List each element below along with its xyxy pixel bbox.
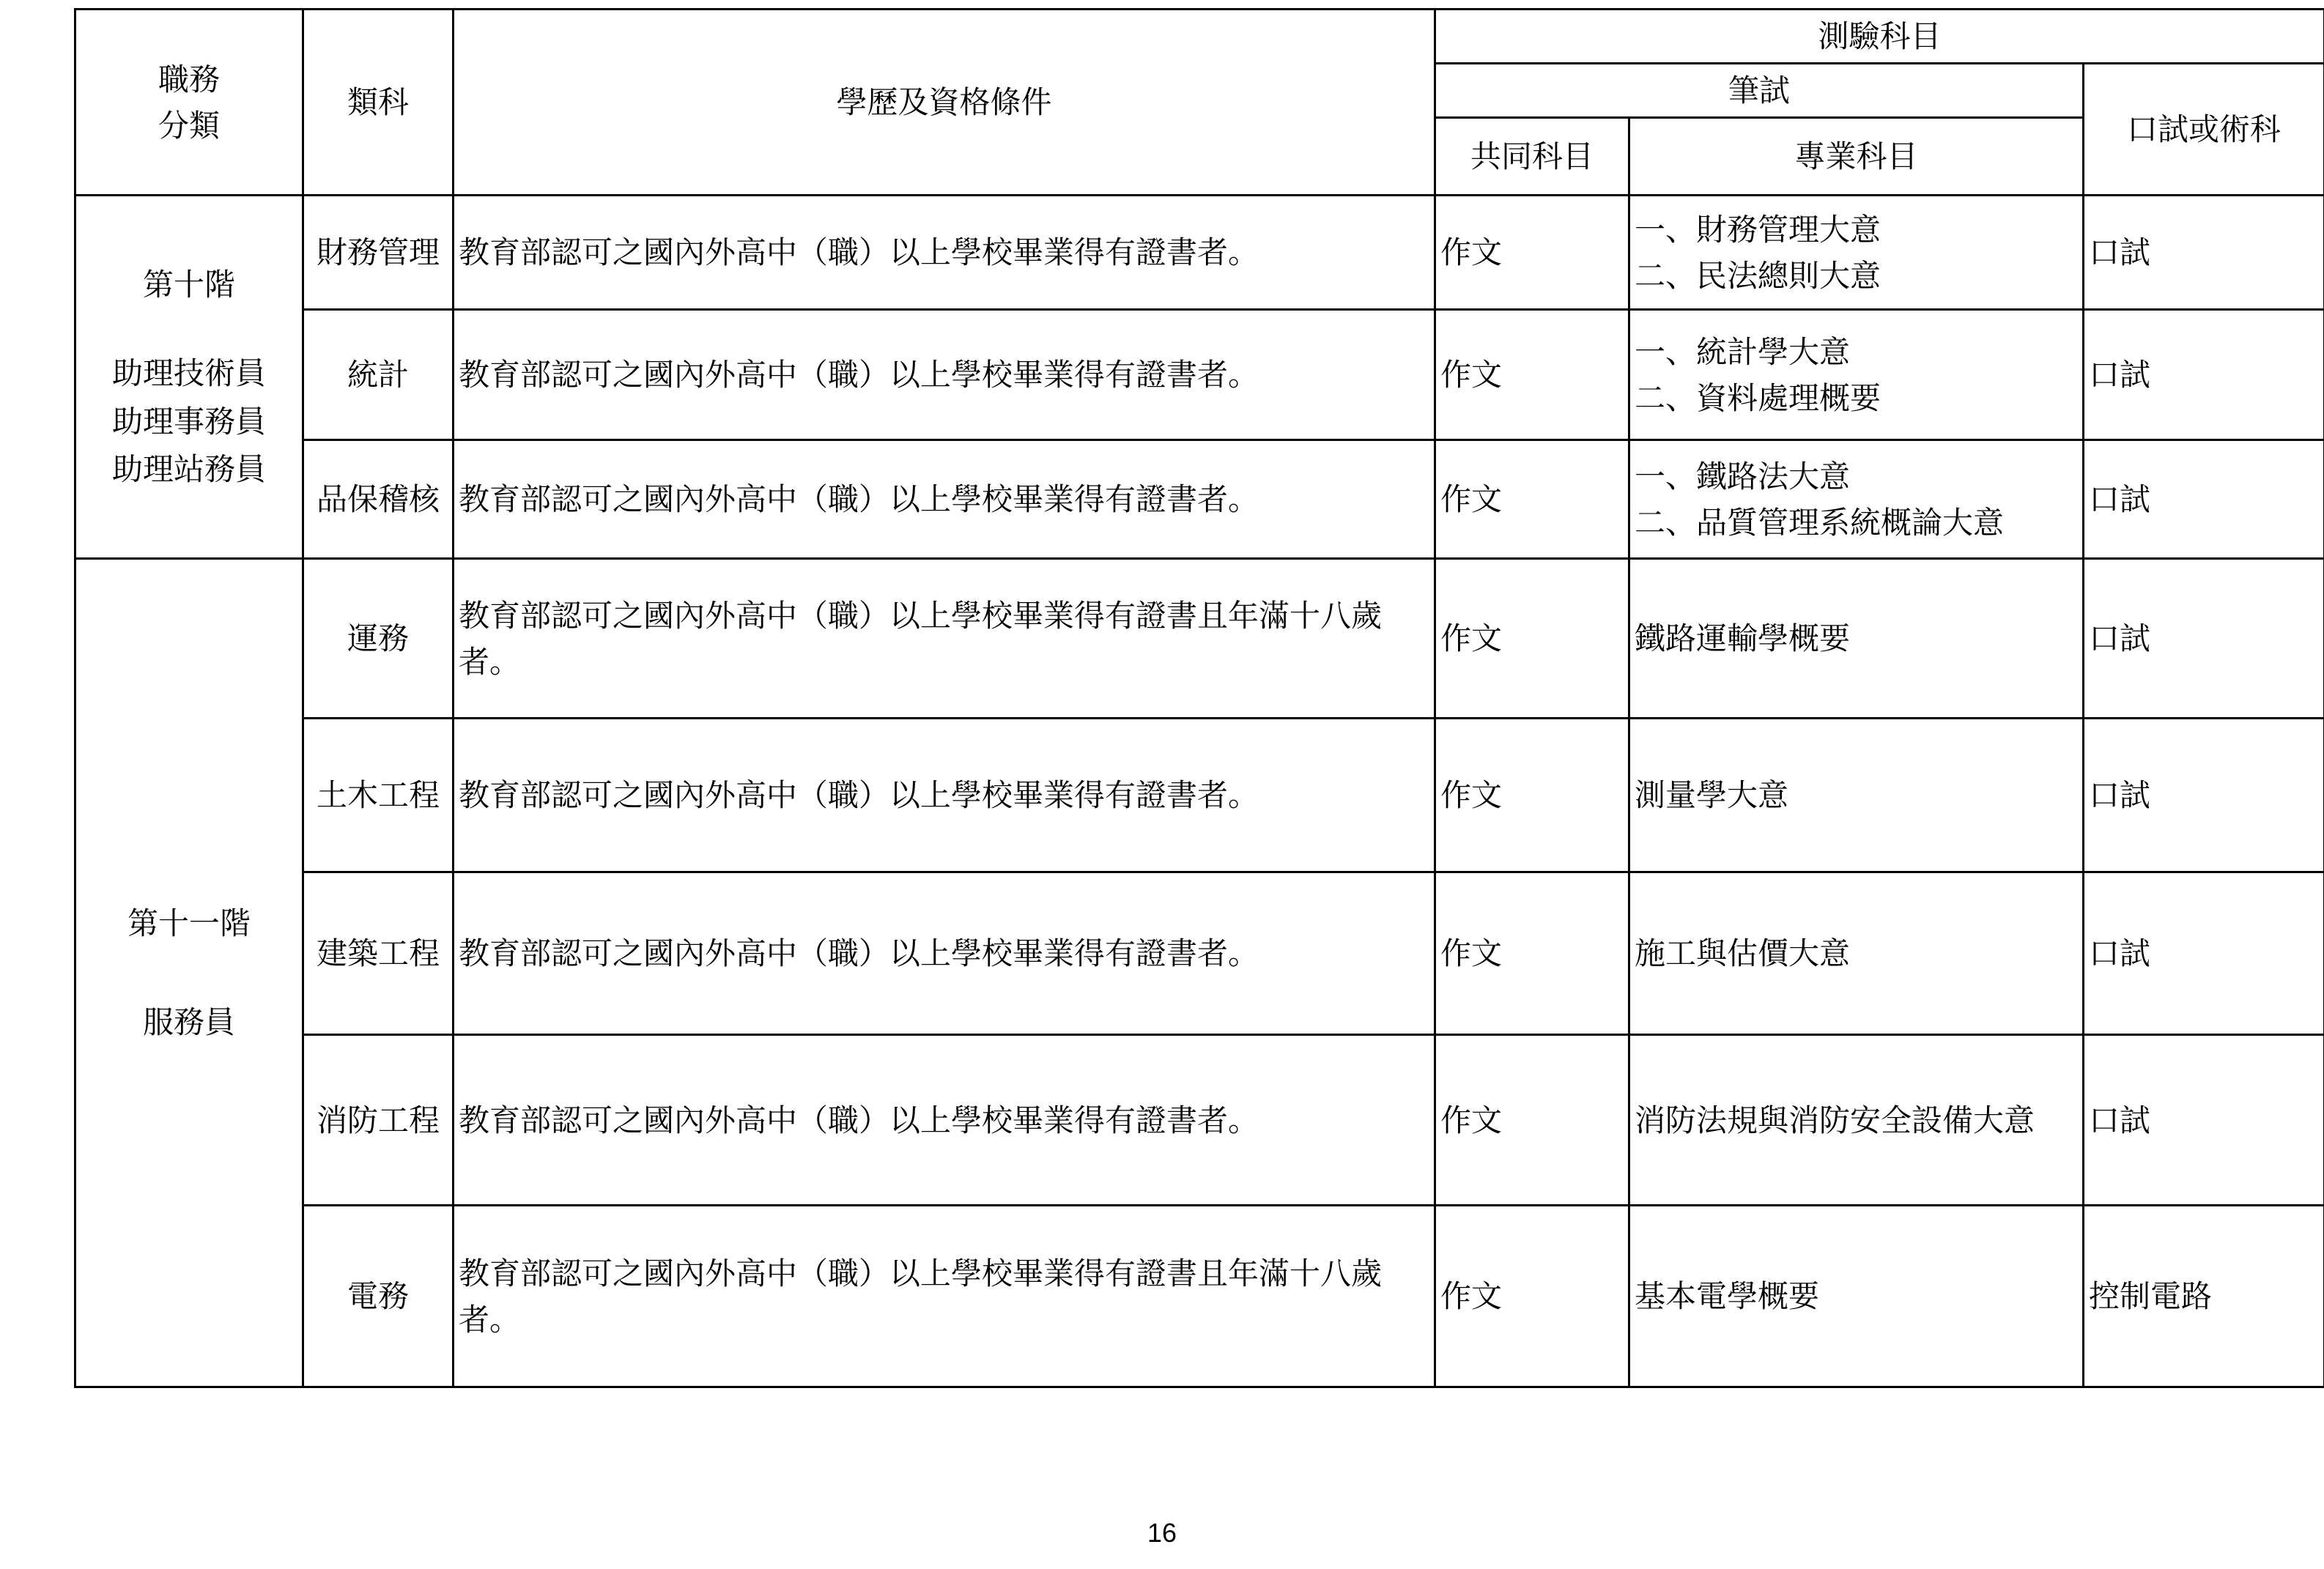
category-cell: 統計: [303, 310, 454, 440]
table-row: [75, 719, 2324, 872]
subject-line: 二、民法總則大意: [1635, 257, 1881, 294]
category-cell: 土木工程: [303, 719, 454, 872]
header-oral-or-skill: 口試或術科: [2084, 64, 2324, 196]
header-job-class-line2: 分類: [158, 107, 220, 144]
oral-cell: 口試: [2084, 719, 2324, 872]
header-test-subjects: 測驗科目: [1435, 10, 2324, 64]
oral-cell: 口試: [2084, 196, 2324, 310]
subject-line: 二、品質管理系統概論大意: [1635, 504, 2005, 541]
common-subject-cell: 作文: [1435, 1035, 1629, 1206]
common-subject-cell: 作文: [1435, 310, 1629, 440]
header-job-class-line1: 職務: [158, 61, 220, 97]
professional-subject-cell: [1629, 440, 2084, 559]
category-cell: 財務管理: [303, 196, 454, 310]
category-cell: 消防工程: [303, 1035, 454, 1206]
common-subject-cell: 作文: [1435, 872, 1629, 1035]
common-subject-cell: 作文: [1435, 440, 1629, 559]
table-row: [75, 872, 2324, 1035]
grade-cell: [75, 196, 303, 559]
oral-cell: 口試: [2084, 559, 2324, 719]
professional-subject-cell: [1629, 559, 2084, 719]
category-cell: 電務: [303, 1206, 454, 1387]
table-row: [75, 440, 2324, 559]
position-label: 服務員: [142, 1004, 235, 1040]
header-common-subject: 共同科目: [1435, 118, 1629, 196]
header-qualifications: 學歷及資格條件: [454, 10, 1435, 196]
category-cell: 建築工程: [303, 872, 454, 1035]
subject-line: 基本電學概要: [1635, 1278, 1820, 1314]
category-cell: 運務: [303, 559, 454, 719]
qualification-cell: 教育部認可之國內外高中（職）以上學校畢業得有證書者。: [454, 719, 1435, 872]
subject-line: 一、統計學大意: [1635, 333, 1851, 370]
table-row: [75, 1206, 2324, 1387]
subject-line: 施工與估價大意: [1635, 935, 1851, 971]
oral-cell: 口試: [2084, 1035, 2324, 1206]
subject-line: 一、財務管理大意: [1635, 211, 1881, 248]
subject-line: 二、資料處理概要: [1635, 379, 1881, 416]
header-job-class: [75, 10, 303, 196]
category-cell: 品保稽核: [303, 440, 454, 559]
header-written-exam: 筆試: [1435, 64, 2084, 118]
qualification-cell: 教育部認可之國內外高中（職）以上學校畢業得有證書者。: [454, 310, 1435, 440]
professional-subject-cell: [1629, 196, 2084, 310]
oral-cell: 控制電路: [2084, 1206, 2324, 1387]
table-row: [75, 310, 2324, 440]
header-category: 類科: [303, 10, 454, 196]
position-label: 助理站務員: [111, 450, 266, 487]
header-professional-subject: 專業科目: [1629, 118, 2084, 196]
page-number: 16: [1147, 1518, 1177, 1548]
grade-cell: [75, 559, 303, 1387]
header-row-1: [75, 10, 2324, 64]
position-label: 助理技術員: [111, 355, 266, 392]
oral-cell: 口試: [2084, 310, 2324, 440]
professional-subject-cell: [1629, 1206, 2084, 1387]
common-subject-cell: 作文: [1435, 196, 1629, 310]
professional-subject-cell: 消防法規與消防安全設備大意: [1629, 1035, 2084, 1206]
subject-line: 鐵路運輸學概要: [1635, 620, 1851, 656]
qualification-cell: 教育部認可之國內外高中（職）以上學校畢業得有證書者。: [454, 1035, 1435, 1206]
qualification-cell: 教育部認可之國內外高中（職）以上學校畢業得有證書者。: [454, 196, 1435, 310]
table-row: [75, 559, 2324, 719]
table-row: [75, 1035, 2324, 1206]
oral-cell: 口試: [2084, 872, 2324, 1035]
professional-subject-cell: [1629, 719, 2084, 872]
grade-label: 第十階: [142, 267, 235, 303]
professional-subject-cell: [1629, 872, 2084, 1035]
professional-subject-cell: [1629, 310, 2084, 440]
qualification-cell: 教育部認可之國內外高中（職）以上學校畢業得有證書且年滿十八歲者。: [454, 559, 1435, 719]
position-label: 助理事務員: [111, 403, 266, 439]
qualification-cell: 教育部認可之國內外高中（職）以上學校畢業得有證書者。: [454, 440, 1435, 559]
oral-cell: 口試: [2084, 440, 2324, 559]
common-subject-cell: 作文: [1435, 1206, 1629, 1387]
table-row: [75, 196, 2324, 310]
subject-line: 一、鐵路法大意: [1635, 458, 1851, 494]
common-subject-cell: 作文: [1435, 719, 1629, 872]
subject-line: 測量學大意: [1635, 777, 1789, 813]
grade-label: 第十一階: [127, 905, 251, 941]
common-subject-cell: 作文: [1435, 559, 1629, 719]
qualification-cell: 教育部認可之國內外高中（職）以上學校畢業得有證書且年滿十八歲者。: [454, 1206, 1435, 1387]
exam-subjects-table: [74, 8, 2324, 1388]
qualification-cell: 教育部認可之國內外高中（職）以上學校畢業得有證書者。: [454, 872, 1435, 1035]
